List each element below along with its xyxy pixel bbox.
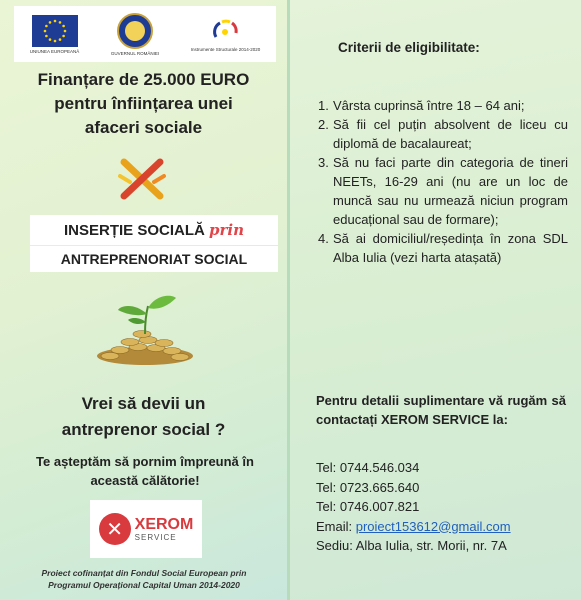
plant-coins-icon	[90, 292, 200, 367]
invitation-text	[14, 452, 276, 490]
question-line-2: antreprenor social ?	[61, 420, 226, 439]
email-link[interactable]: proiect153612@gmail.com	[355, 518, 511, 534]
email-row	[316, 517, 511, 537]
criteria-text: Să nu faci parte din categoria de tineri NEETs, 16-29 ani (nu are un loc de muncă sau nu urmează niciun program educațional sau de formare);	[333, 155, 568, 227]
banner-social-entrepreneurship: ANTREPRENORIAT SOCIAL	[30, 246, 278, 272]
funding-line-1: Finanțare de 25.000 EURO	[37, 70, 250, 89]
list-item	[318, 153, 568, 229]
eu-caption: UNIUNEA EUROPEANĂ	[29, 48, 80, 54]
criteria-list	[318, 96, 568, 267]
left-panel	[0, 0, 287, 600]
eu-logo	[30, 15, 80, 54]
question-line-1: Vrei să devii un	[81, 394, 206, 413]
criteria-title: Criterii de eligibilitate:	[338, 40, 480, 55]
criteria-text: Vârsta cuprinsă între 18 – 64 ani;	[333, 98, 525, 113]
criteria-number: 2.	[318, 117, 329, 132]
structural-instruments-icon	[210, 17, 240, 45]
eu-flag-icon	[32, 15, 78, 47]
criteria-number: 1.	[318, 98, 329, 113]
list-item	[318, 115, 568, 153]
list-item	[318, 229, 568, 267]
xerom-x-icon: ✕	[99, 513, 131, 545]
banner-social-insertion	[30, 215, 278, 245]
banner-prin: prin	[209, 221, 245, 239]
company-sub: SERVICE	[134, 533, 177, 542]
phone-3: Tel: 0746.007.821	[316, 499, 420, 514]
criteria-text: Să ai domiciliul/reședința în zona SDL Alba Iulia (vezi harta atașată)	[333, 231, 568, 265]
structural-instruments-logo	[191, 17, 261, 52]
invite-line-2: această călătorie!	[90, 473, 200, 488]
xerom-service-logo	[90, 500, 202, 558]
address: Sediu: Alba Iulia, str. Morii, nr. 7A	[316, 538, 507, 553]
entrepreneur-question	[0, 391, 287, 443]
ro-caption: Instrumente Structurale 2014-2020	[190, 46, 261, 52]
government-seal-icon	[117, 13, 153, 49]
criteria-number: 3.	[318, 155, 329, 170]
funding-headline	[0, 68, 287, 140]
footer-line-1: Proiect cofinanțat din Fondul Social European prin	[41, 568, 247, 578]
footer-line-2: Programul Operațional Capital Uman 2014-2020	[48, 580, 240, 590]
contact-details	[316, 458, 511, 556]
right-panel	[290, 0, 581, 600]
email-label: Email:	[316, 518, 356, 534]
cofinancing-footer	[6, 567, 282, 591]
project-x-logo-icon	[114, 152, 170, 204]
contact-intro: Pentru detalii suplimentare vă rugăm să contactați XEROM SERVICE la:	[316, 393, 566, 427]
government-logo	[111, 13, 159, 56]
phone-1: Tel: 0744.546.034	[316, 460, 420, 475]
partner-logos	[14, 6, 276, 62]
company-name: XEROM	[134, 516, 194, 533]
criteria-number: 4.	[318, 231, 329, 246]
invite-line-1: Te așteptăm să pornim împreună în	[36, 454, 254, 469]
funding-line-2: pentru înființarea unei	[54, 94, 233, 113]
banner-part1: INSERȚIE SOCIALĂ	[63, 222, 205, 239]
gov-caption: GUVERNUL ROMÂNIEI	[110, 50, 160, 56]
criteria-text: Să fii cel puțin absolvent de liceu cu diplomă de bacalaureat;	[333, 117, 568, 151]
funding-line-3: afaceri sociale	[84, 118, 203, 137]
phone-2: Tel: 0723.665.640	[316, 479, 420, 495]
list-item	[318, 96, 568, 115]
